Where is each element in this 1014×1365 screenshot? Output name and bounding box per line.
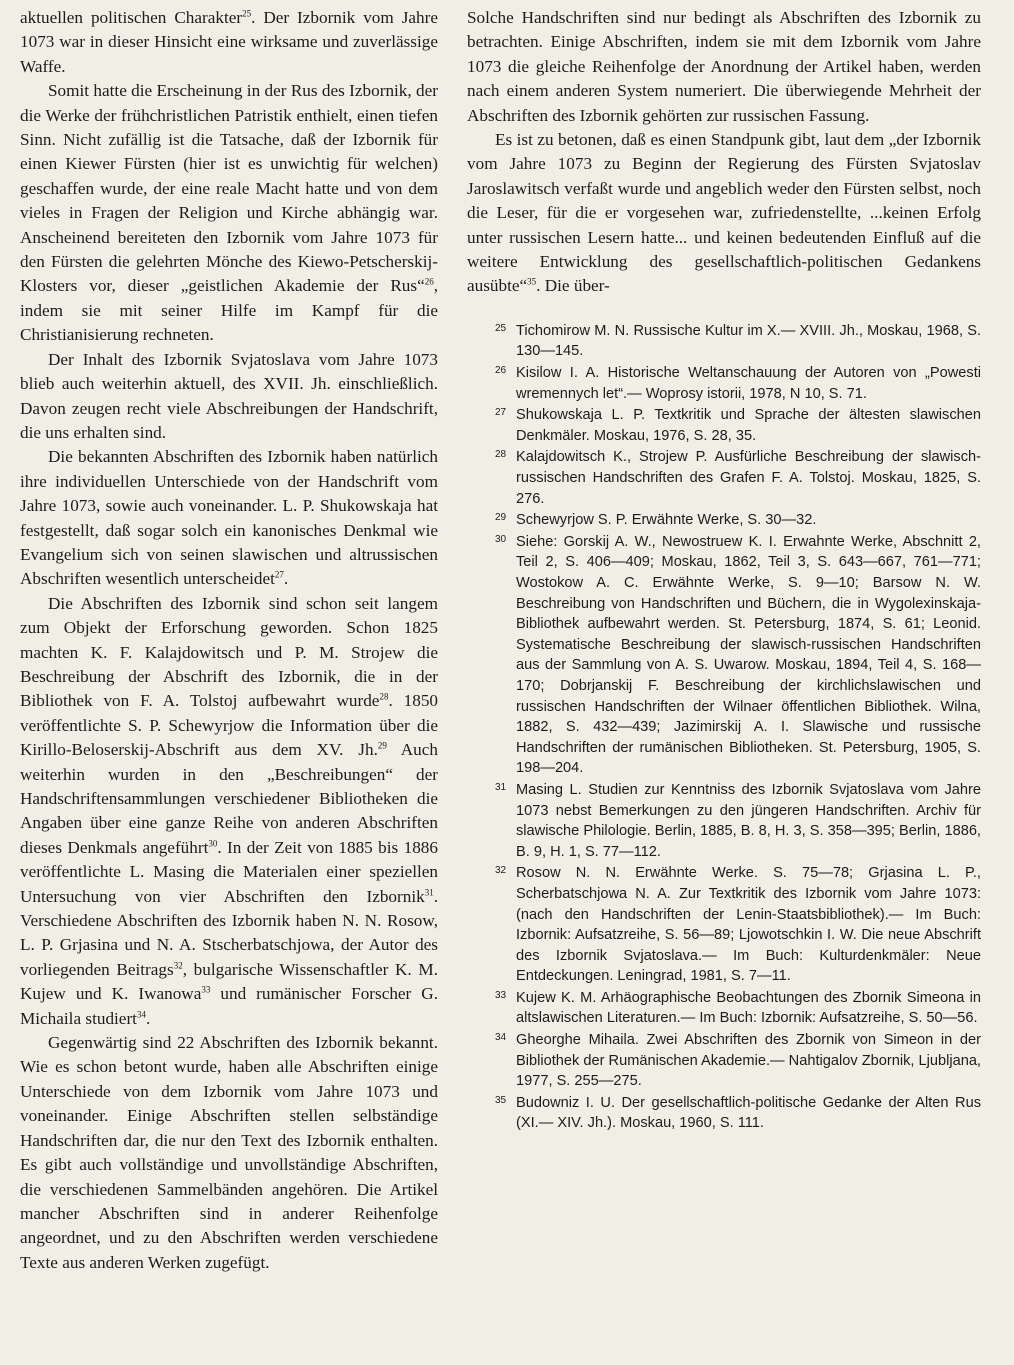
footnote [467, 863, 981, 987]
footnote-number: 28 [495, 449, 507, 461]
footnote-number: 29 [495, 512, 507, 524]
footnote [467, 405, 981, 446]
footnote-text: Budowniz I. U. Der gesellschaftlich-politische Gedanke der Alten Rus (XI.— XIV. Jh.). Moskau, 1960, S. 111. [516, 1094, 981, 1132]
footnote-number: 35 [495, 1094, 507, 1106]
body-paragraph: Gegenwärtig sind 22 Abschriften des Izbornik bekannt. Wie es schon betont wurde, haben alle Abschriften einige Unterschiede von dem Izbornik vom Jahre 1073 und voneinander. Einige Abschriften stellen selbständige Handschriften dar, die nur den Text des Izbornik enthalten. Es gibt auch vollständige und unvollständige Abschriften, die verschiedenen Sammelbänden angehören. Die Artikel mancher Abschriften sind in anderer Reihenfolge angeordnet, und zu den Abschriften werden verschiedene Texte aus anderen Werken zugefügt. [20, 1033, 438, 1272]
body-paragraph: Der Inhalt des Izbornik Svjatoslava vom Jahre 1073 blieb auch weiterhin aktuell, des XVII. Jh. einschließlich. Davon zeugen recht viele Abschreibungen der Handschrift, die uns erhalten sind. [20, 349, 438, 442]
footnote [467, 363, 981, 404]
right-text-column [467, 6, 981, 1135]
body-paragraph: Die bekannten Abschriften des Izbornik haben natürlich ihre individuellen Unterschiede von der Handschrift vom Jahre 1073, sowie auch voneinander. L. P. Shukowskaja hat festgestellt, daß sogar solch ein kanonisches Denkmal wie Evangelium sich von seinen slawischen und altrussischen Abschriften wesentlich unterscheidet$^{27}$. [20, 447, 438, 589]
footnote [467, 988, 981, 1029]
footnotes [467, 321, 981, 1134]
footnote-text: Rosow N. N. Erwähnte Werke. S. 75—78; Grjasina L. P., Scherbatschjowa N. A. Zur Textkritik des Izbornik vom Jahre 1073: (nach den Handschriften der Lenin-Staatsbibliothek).— Im Buch: Izbornik: Aufsatzreihe, S. 56—89; Ljowotschkin I. W. Die neue Abschrift des Izbornik Svjatoslava.— Im Buch: Kulturdenkmäler: Neue Entdeckungen. Leningrad, 1981, S. 7—11. [516, 865, 981, 985]
footnote [467, 447, 981, 509]
footnote [467, 510, 981, 531]
body-paragraph: aktuellen politischen Charakter$^{25}$. Der Izbornik vom Jahre 1073 war in dieser Hinsicht eine wirksame und zuverlässige Waffe. [20, 8, 438, 76]
footnote [467, 532, 981, 779]
footnote-number: 33 [495, 989, 507, 1001]
footnote-text: Kujew K. M. Arhäographische Beobachtungen des Zbornik Simeona in altslawischen Literaturen.— Im Buch: Izbornik: Aufsatzreihe, S. 50—56. [516, 989, 981, 1027]
footnote-number: 32 [495, 865, 507, 877]
footnote [467, 1093, 981, 1134]
body-paragraph: Die Abschriften des Izbornik sind schon seit langem zum Objekt der Erforschung geworden. Schon 1825 machten K. F. Kalajdowitsch und P. M. Strojew die Beschreibung der Abschrift des Izbornik, die in der Bibliothek von F. A. Tolstoj aufbewahrt wurde$^{28}$. 1850 veröffentlichte S. P. Schewyrjow die Information über die Kirillo-Beloserskij-Abschrift aus dem XV. Jh.$^{29}$ Auch weiterhin wurden in den „Beschreibungen“ der Handschriftensammlungen verschiedener Bibliotheken die Angaben über eine ganze Reihe von anderen Abschriften dieses Denkmals angeführt$^{30}$. In der Zeit von 1885 bis 1886 veröffentlichte L. Masing die Materialen einer speziellen Untersuchung von vier Abschriften den Izbornik$^{31}$. Verschiedene Abschriften des Izbornik haben N. N. Rosow, L. P. Grjasina und N. A. Stscherbatschjowa, der Autor des vorliegenden Beitrags$^{32}$, bulgarische Wissenschaftler K. M. Kujew und K. Iwanowa$^{33}$ und rumänischer Forscher G. Michaila studiert$^{34}$. [20, 593, 439, 1028]
body-paragraph: Somit hatte die Erscheinung in der Rus des Izbornik, der die Werke der frühchristlichen Patristik enthielt, einen tiefen Sinn. Nicht zufällig ist die Tatsache, daß der Izbornik für einen Kiewer Fürsten (hier ist es unwichtig für welchen) geschaffen wurde, der eine reale Macht hatte und von dem vieles in Fragen der Religion und Kirche abhängig war. Anscheinend bereiteten den Izbornik vom Jahre 1073 für den Fürsten die gelehrten Mönche des Kiewo-Petscherskij-Klosters vor, dieser „geistlichen Akademie der Rus“$^{26}$, indem sie mit seiner Hilfe im Kampf für die Christianisierung rechneten. [20, 81, 438, 345]
footnote [467, 780, 981, 862]
left-text-column [20, 6, 438, 1275]
footnote-text: Siehe: Gorskij A. W., Newostruew K. I. Erwahnte Werke, Abschnitt 2, Teil 2, S. 406—409; Moskau, 1862, Teil 3, S. 643—667, 761—771; Wostokow A. C. Erwähnte Werke, S. 9—10; Barsow N. W. Beschreibung von Handschriften und Büchern, die in Wygolexinskaja-Bibliothek aufbewahrt werden. St. Petersburg, 1874, S. 61; Leonid. Systematische Beschreibung der slawisch-russischen Handschriften aus der Sammlung von A. S. Uwarow. Moskau, 1894, Teil 4, S. 168—170; Dobrjanskij F. Beschreibung der kirchlichslawischen und russischen Handschriften der Wilnaer öffentlichen Bibliothek. Wilna, 1882, S. 432—439; Jazimirskij A. I. Slawische und russische Handschriften der rumänischen Bibliotheken. St. Petersburg, 1905, S. 198—204. [516, 533, 981, 777]
footnote-number: 31 [495, 781, 507, 793]
footnote-text: Masing L. Studien zur Kenntniss des Izbornik Svjatoslava vom Jahre 1073 nebst Bemerkungen zu den jüngeren Handschriften. Archiv für slawische Philologie. Berlin, 1885, B. 8, H. 3, S. 358—395; Berlin, 1886, B. 9, H. 1, S. 77—112. [516, 781, 981, 860]
footnote-text: Kisilow I. A. Historische Weltanschauung der Autoren von „Powesti wremennych let“.— Woprosy istorii, 1978, N 10, S. 71. [516, 365, 981, 402]
footnote-number: 26 [495, 365, 507, 377]
footnote-text: Kalajdowitsch K., Strojew P. Ausfürliche Beschreibung der slawisch-russischen Handschriften des Grafen F. A. Tolstoj. Moskau, 1825, S. 276. [516, 449, 981, 507]
footnote-number: 27 [495, 407, 507, 419]
footnote-number: 25 [495, 322, 507, 334]
footnote-number: 34 [495, 1032, 507, 1044]
body-paragraph: Solche Handschriften sind nur bedingt als Abschriften des Izbornik zu betrachten. Einige Abschriften, indem sie mit dem Izbornik vom Jahre 1073 die gleiche Reihenfolge der Anordnung der Artikel haben, werden nach einem anderen System numeriert. Die überwiegende Mehrheit der Abschriften des Izbornik gehörten zur russischen Fassung. [467, 8, 981, 125]
footnote-text: Tichomirow M. N. Russische Kultur im X.— XVIII. Jh., Moskau, 1968, S. 130—145. [516, 322, 981, 360]
footnote [467, 1030, 981, 1092]
footnote-text: Shukowskaja L. P. Textkritik und Sprache der ältesten slawischen Denkmäler. Moskau, 1976, S. 28, 35. [516, 407, 981, 444]
footnote [467, 321, 981, 362]
footnote-number: 30 [495, 533, 507, 545]
footnote-text: Schewyrjow S. P. Erwähnte Werke, S. 30—32. [516, 512, 817, 529]
footnote-text: Gheorghe Mihaila. Zwei Abschriften des Zbornik von Simeon in der Bibliothek der Rumänischen Akademie.— Nahtigalov Zbornik, Ljubljana, 1977, S. 255—275. [516, 1032, 981, 1090]
body-paragraph: Es ist zu betonen, daß es einen Standpunk gibt, laut dem „der Izbornik vom Jahre 1073 zu Beginn der Regierung des Fürsten Svjatoslav Jaroslawitsch verfaßt wurde und angeblich weder den Fürsten selbst, noch die Leser, für die er vorgesehen war, zufriedenstellte, ...keinen Erfolg unter russischen Lesern hatte... und keinen bedeutenden Einfluß auf die weitere Entwicklung des gesellschaftlich-politischen Gedankens ausübte“$^{35}$. Die über- [467, 130, 981, 296]
